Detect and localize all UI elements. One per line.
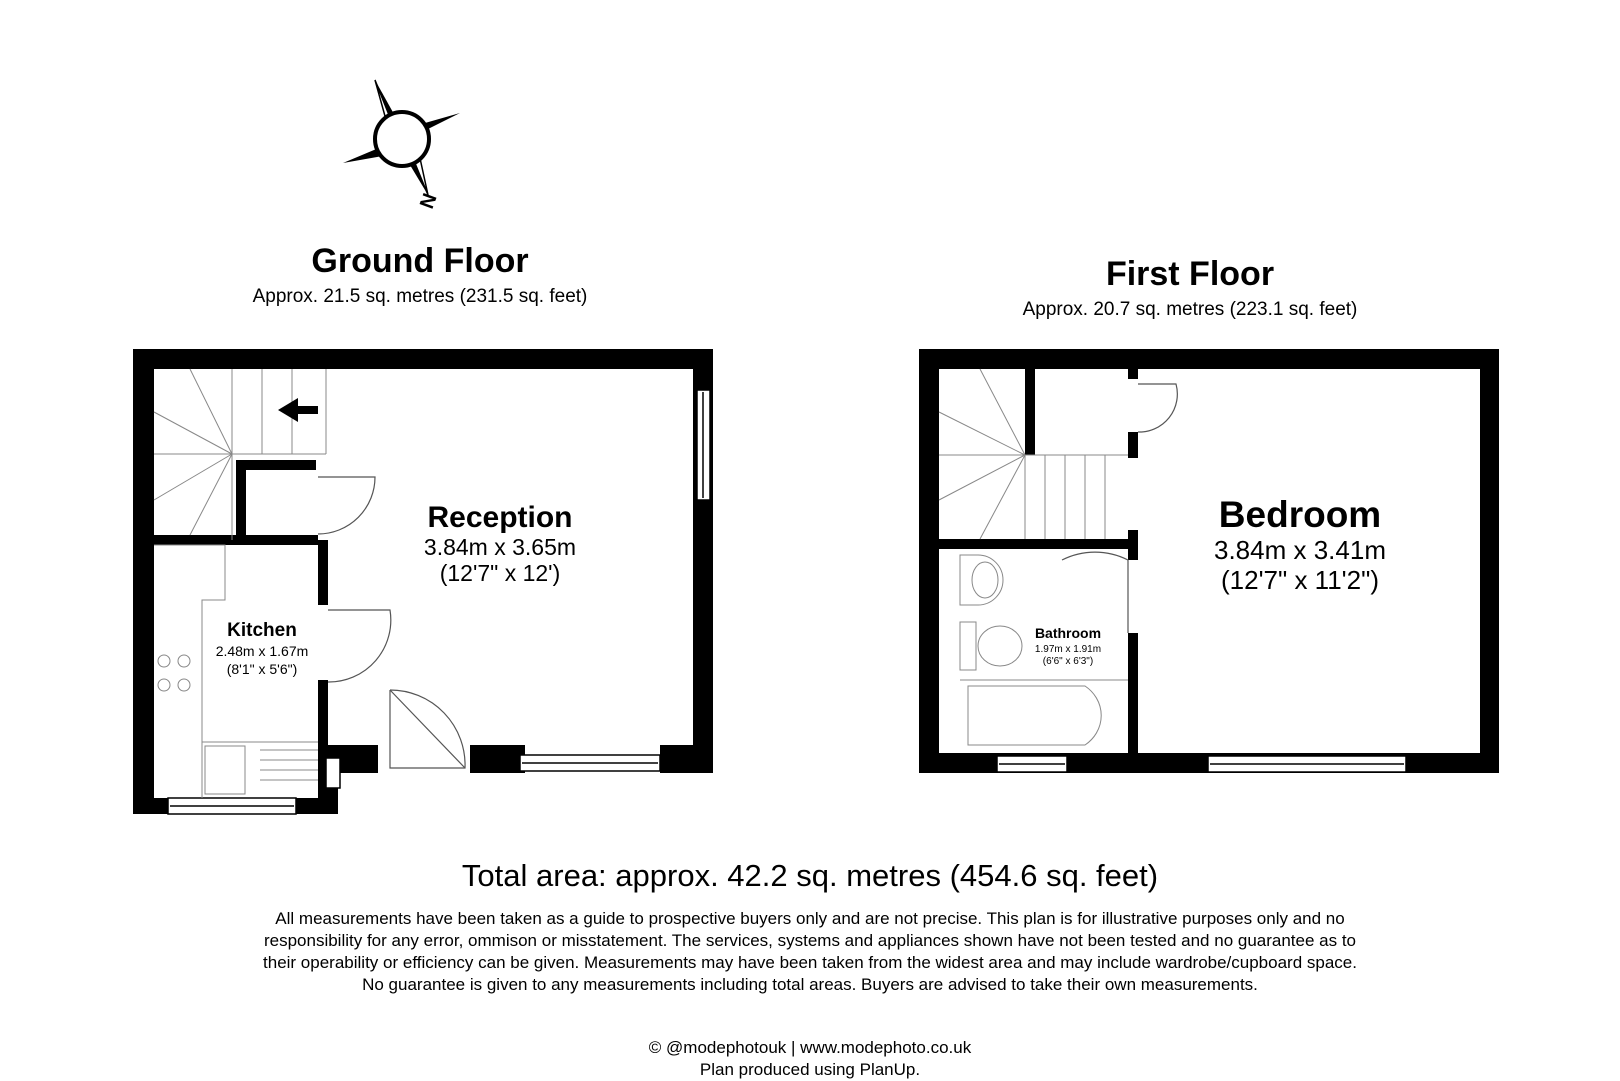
kitchen-size-m: 2.48m x 1.67m	[215, 643, 309, 659]
first-floor-area: Approx. 20.7 sq. metres (223.1 sq. feet)	[1022, 299, 1358, 320]
first-floor-walls	[919, 349, 1499, 773]
bedroom-size-m: 3.84m x 3.41m	[1214, 535, 1386, 565]
credit-line-2: Plan produced using PlanUp.	[699, 1060, 921, 1079]
reception-label: Reception	[427, 501, 573, 534]
reception-size-m: 3.84m x 3.65m	[423, 534, 577, 560]
kitchen-size-ft: (8'1" x 5'6")	[226, 661, 298, 677]
kitchen-label: Kitchen	[227, 620, 297, 641]
compass-north-label: N	[416, 190, 442, 212]
bathroom-label: Bathroom	[1034, 625, 1102, 641]
ground-floor-area: Approx. 21.5 sq. metres (231.5 sq. feet)	[252, 286, 588, 307]
disclaimer-text: All measurements have been taken as a guide to prospective buyers only and are not precise. This plan is for illustrative purposes only and no responsibility for any error, ommison or misstatement. The services, systems and appliances shown have not been tested and no guarantee as to their operability or efficiency can be given. Measurements may have been taken from the widest area and may include wardrobe/cupboard space. No guarantee is given to any measurements including total areas. Buyers are advised to take their own measurements.	[263, 909, 1357, 994]
bedroom-label: Bedroom	[1218, 494, 1382, 535]
first-floor-doors	[1062, 384, 1177, 633]
total-area: Total area: approx. 42.2 sq. metres (454.6 sq. feet)	[461, 858, 1159, 893]
bedroom-size-ft: (12'7" x 11'2")	[1221, 565, 1379, 595]
first-floor-title: First Floor	[1105, 255, 1275, 293]
bathroom-size-ft: (6'6" x 6'3")	[1042, 656, 1094, 667]
reception-size-ft: (12'7" x 12')	[439, 560, 561, 586]
bathroom-size-m: 1.97m x 1.91m	[1034, 644, 1102, 655]
credit-line-1: © @modephotouk | www.modephoto.co.uk	[648, 1038, 972, 1057]
ground-floor-title: Ground Floor	[311, 242, 529, 280]
